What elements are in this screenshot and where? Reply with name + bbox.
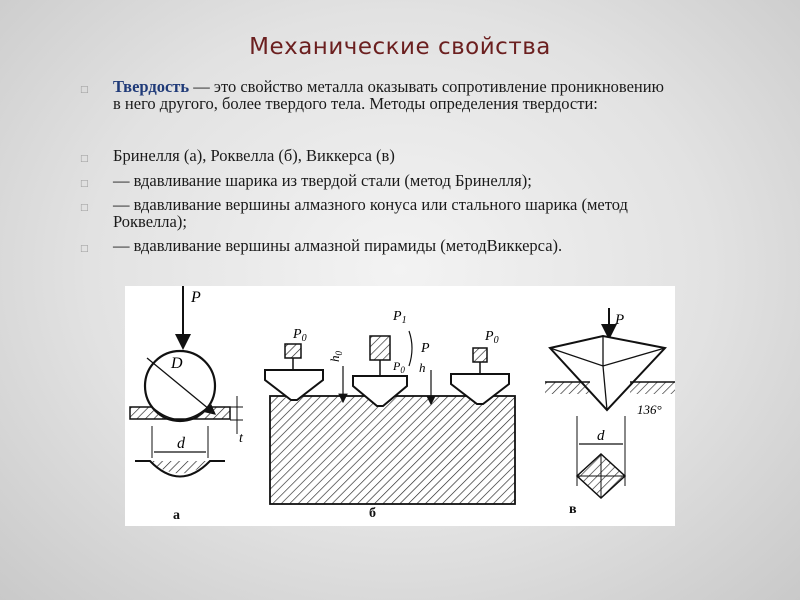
hardness-diagram (125, 286, 675, 526)
diameter-label-D: D (171, 355, 183, 372)
p0-label-2: P (393, 359, 401, 373)
p0-label-1: P (293, 327, 302, 342)
depth-label-t: t (239, 431, 243, 446)
svg-text:P0 (292, 327, 307, 344)
square-bullet-icon: □ (80, 244, 89, 254)
rockwell-text: — вдавливание вершины алмазного конуса или стального шарика (метод Роквелла); (113, 195, 628, 231)
brinell-text: — вдавливание шарика из твердой стали (метод Бринелля); (113, 171, 532, 190)
hardness-methods-figure (125, 286, 675, 526)
specimen (270, 396, 515, 504)
angle-label: 136° (637, 402, 662, 417)
hardness-term: Твердость (113, 77, 190, 96)
hardness-definition: — это свойство металла оказывать сопротивление проникновению в него другого, более твердого тела. Методы определения твердости: (113, 77, 664, 113)
diameter-label-d: d (177, 435, 185, 452)
caption-a: а (173, 508, 180, 523)
svg-text:P1 (392, 309, 407, 326)
h0-sub: 0 (334, 351, 344, 356)
methods-text: Бринелля (а), Роквелла (б), Виккерса (в) (113, 146, 395, 165)
square-bullet-icon: □ (80, 154, 89, 164)
square-bullet-icon: □ (80, 85, 89, 95)
p1-sub: 1 (401, 315, 407, 326)
square-bullet-icon: □ (80, 179, 89, 189)
diamond-pyramid (550, 336, 665, 410)
h0-label: h (327, 355, 342, 362)
svg-text:h0 (327, 351, 344, 363)
bullet-rockwell (72, 196, 672, 230)
square-bullet-icon: □ (80, 203, 89, 213)
bullet-methods (72, 147, 672, 164)
vickers-diagram (545, 308, 675, 498)
p0-sub-1: 0 (301, 333, 307, 344)
p0-sub-2: 0 (400, 365, 405, 375)
svg-text:P0 (392, 359, 405, 375)
bullet-brinell (72, 172, 672, 189)
p1-label: P (393, 309, 402, 324)
load-label-a: P (191, 289, 201, 306)
bullet-vickers (72, 237, 672, 254)
h-label: h (419, 360, 426, 375)
svg-text:P0 (484, 329, 499, 346)
vickers-text: — вдавливание вершины алмазной пирамиды (методВиккерса). (113, 236, 563, 255)
load-label-c: P (615, 312, 625, 328)
slide-title: Механические свойства (249, 34, 551, 60)
load-label-b: P (421, 341, 430, 356)
diagonal-label-d: d (597, 428, 605, 444)
brinell-diagram (130, 286, 244, 477)
bullet-hardness-definition (72, 78, 672, 112)
p0-sub-3: 0 (493, 335, 499, 346)
rockwell-diagram (265, 309, 515, 504)
p0-label-3: P (485, 329, 494, 344)
bullet-list (72, 78, 672, 254)
caption-b: б (369, 506, 376, 521)
caption-c: в (569, 502, 577, 517)
